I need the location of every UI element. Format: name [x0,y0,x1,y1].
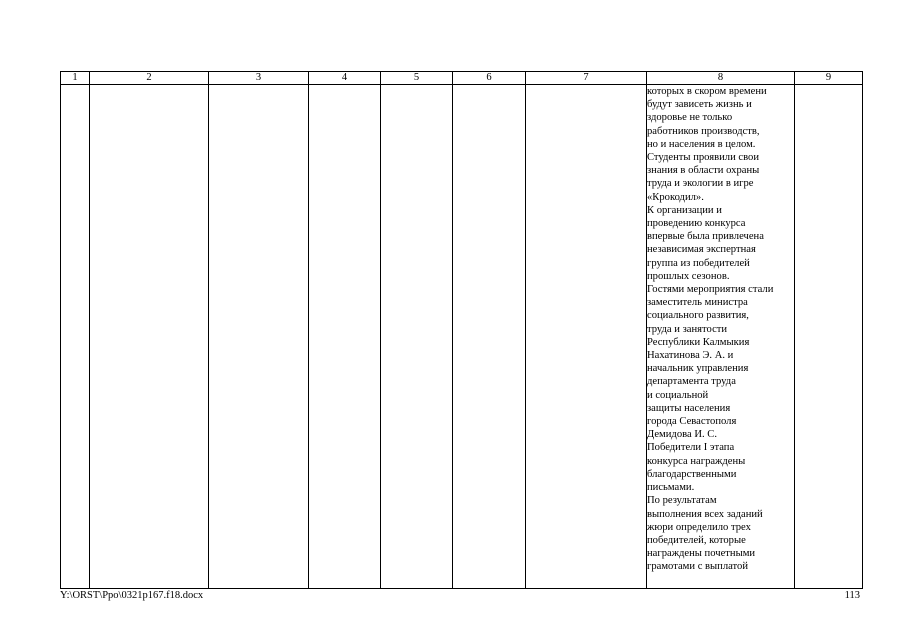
text-line: и социальной [647,389,709,401]
text-line: выполнения всех заданий [647,508,763,520]
text-line: будут зависеть жизнь и [647,99,752,111]
text-line: работников производств, [647,125,760,137]
column-header-9: 9 [795,72,863,85]
table-cell-col6 [453,85,526,589]
footer-file-path: Y:\ORST\Ppo\0321p167.f18.docx [60,590,204,601]
table-cell-col5 [381,85,453,589]
text-line: победителей, которые [647,534,746,546]
column-header-5: 5 [381,72,453,85]
table-cell-col8-text [647,85,795,589]
header-row [61,72,863,85]
text-line: города Севастополя [647,416,737,428]
text-line: начальник управления [647,363,749,375]
text-line: «Крокодил». [647,191,704,203]
table-cell-col9 [795,85,863,589]
text-line: но и населения в целом. [647,138,756,150]
table-row [61,85,863,589]
text-line: труда и занятости [647,323,728,335]
table-cell-col1 [61,85,90,589]
column-header-6: 6 [453,72,526,85]
text-line: награждены почетными [647,548,756,560]
text-line: Победители I этапа [647,442,735,454]
column-header-4: 4 [309,72,381,85]
text-line: впервые была привлечена [647,231,764,243]
text-line: Нахатинова Э. А. и [647,350,734,362]
column-header-1: 1 [61,72,90,85]
text-line: конкурса награждены [647,455,746,467]
text-line: Студенты проявили свои [647,152,760,164]
text-line: Демидова И. С. [647,429,717,441]
column-header-3: 3 [209,72,309,85]
table-cell-col7 [526,85,647,589]
text-line: защиты населения [647,402,731,414]
text-line: которых в скором времени [647,86,767,97]
text-line: социального развития, [647,310,749,322]
table-cell-col4 [309,85,381,589]
text-line: жюри определило трех [647,521,751,533]
column-header-2: 2 [90,72,209,85]
table-cell-col3 [209,85,309,589]
text-line: благодарственными [647,468,737,480]
column-header-7: 7 [526,72,647,85]
text-line: знания в области охраны [647,165,760,177]
text-line: К организации и [647,204,722,216]
text-line: независимая экспертная [647,244,756,256]
text-line: труда и экологии в игре [647,178,754,190]
text-line: группа из победителей [647,257,750,269]
text-line: письмами. [647,482,695,494]
text-line: Гостями мероприятия стали [647,284,774,296]
data-table [60,71,863,589]
text-line: департамента труда [647,376,736,388]
text-line: Республики Калмыкия [647,336,750,348]
text-line: грамотами с выплатой [647,561,748,573]
text-line: здоровье не только [647,112,733,124]
text-line: проведению конкурса [647,218,746,230]
text-line: заместитель министра [647,297,748,309]
text-line: прошлых сезонов. [647,270,730,282]
column-header-8: 8 [647,72,795,85]
footer-page-number: 113 [844,590,860,601]
text-line: По результатам [647,495,717,507]
table-cell-col2 [90,85,209,589]
